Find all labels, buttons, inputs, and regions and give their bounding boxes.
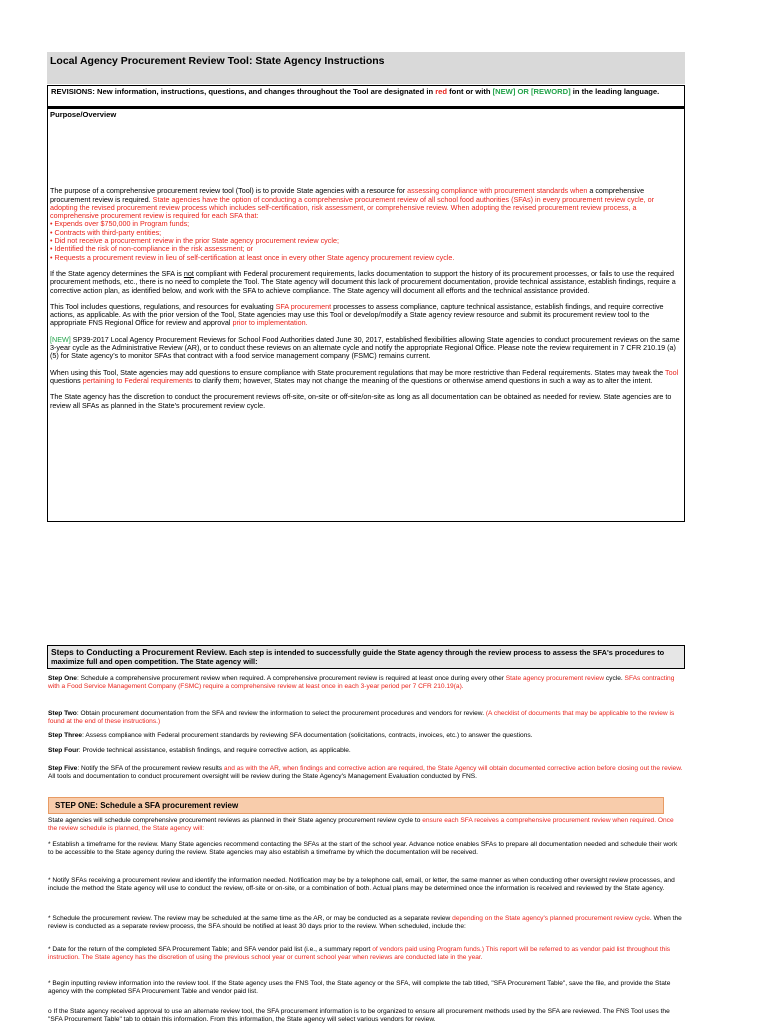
steps-heading: Steps to Conducting a Procurement Review. xyxy=(51,647,228,657)
p4-new-tag: [NEW] xyxy=(50,334,71,344)
step-one-intro xyxy=(48,817,684,832)
bullet-4: • Identified the risk of non-compliance in the risk assessment; or xyxy=(50,244,254,254)
purpose-overview-section xyxy=(47,108,685,522)
tool-paragraph xyxy=(50,303,682,328)
step-one-schedule xyxy=(48,915,684,930)
bullet-2: • Contracts with third-party entities; xyxy=(50,227,162,237)
p4-text: SP39-2017 Local Agency Procurement Reviews for School Food Authorities dated June 30, 2017, established flexibilities allowing State agencies to conduct procurement reviews on the same 3-year cycle as the Administrative Review (AR), or to conduct these reviews on an alternate cycle and notify the appropriate Regional Office. Please note the review requirement in 7 CFR 210.19 (a)(5) for State agency’s to monitor SFAs that contract with a food service management company (FSMC) remains current. xyxy=(50,334,680,361)
step-one-heading-text: STEP ONE: Schedule a SFA procurement review xyxy=(55,801,239,810)
p3-text-a: This Tool includes questions, regulations, and resources for evaluating xyxy=(50,301,276,311)
s1-alternate-text: o If the State agency received approval to use an alternate review tool, the SFA procurement information is to be organized to ensure all procurement methods used by the SFA are reviewed. The FNS Tool uses the "SFA Procurement Table" tab to obtain this information. From this information, the State agency will select various vendors for review. xyxy=(48,1008,670,1023)
purpose-heading: Purpose/Overview xyxy=(50,110,117,119)
title-text: Local Agency Procurement Review Tool: State Agency Instructions xyxy=(50,55,385,67)
step-one-date-return xyxy=(48,946,684,961)
p5-text-b: Tool xyxy=(664,367,679,377)
add-questions-paragraph xyxy=(50,369,682,386)
step-one-alternate-tool xyxy=(48,1008,684,1023)
step-two-label: Step Two xyxy=(48,710,77,717)
revisions-green-tags: [NEW] OR [REWORD] xyxy=(492,87,571,96)
step-three-a: : Assess compliance with Federal procurement standards by reviewing SFA documentation (solicitations, contracts, invoices, etc.) to answer the questions. xyxy=(82,732,533,739)
step-four-a: : Provide technical assistance, establish findings, and require corrective action, as applicable. xyxy=(78,747,351,754)
s1-schedule-a: * Schedule the procurement review. The review may be scheduled at the same time as the AR, or may be conducted as a separate review xyxy=(48,915,453,922)
page-title xyxy=(47,52,685,84)
step-five-a: : Notify the SFA of the procurement review results xyxy=(77,765,224,772)
step-one-a: : Schedule a comprehensive procurement review when required. A comprehensive procurement review is required at least once during every other xyxy=(76,675,506,682)
step-five-c: All tools and documentation to conduct procurement oversight will be review during the State Agency's Management Evaluation conducted by FNS. xyxy=(48,772,477,780)
bullet-1: • Expends over $750,000 in Program funds; xyxy=(50,219,190,229)
s1-timeframe-text: * Establish a timeframe for the review. Many State agencies recommend contacting the SFAs at the start of the school year. Advance notice enables SFAs to prepare all documentation needed and schedule their work to be accessible to the State agency during the review. State agencies may also establish a timeframe by which the documentation will be received. xyxy=(48,841,678,856)
step-one-input-info xyxy=(48,980,684,995)
bullet-5: • Requests a procurement review in lieu of self-certification at least once in every other State agency procurement review cycle. xyxy=(50,252,455,262)
step-one-summary xyxy=(48,675,684,690)
steps-intro xyxy=(47,645,685,669)
step-one-heading xyxy=(48,797,664,814)
p5-text-d: pertaining to Federal requirements xyxy=(82,375,193,385)
step-four-label: Step Four xyxy=(48,747,79,754)
step-one-notify xyxy=(48,877,684,892)
step-five-b: and as with the AR, when findings and corrective action are required, the State Agency will obtain documented corrective action before closing out the review. xyxy=(223,765,683,772)
noncompliance-paragraph xyxy=(50,270,682,295)
p1-text-c: a comprehensive procurement review is required. xyxy=(50,186,645,204)
p3-text-b: SFA procurement xyxy=(275,301,332,311)
purpose-paragraph xyxy=(50,187,682,262)
bullet-3: • Did not receive a procurement review in the prior State agency procurement review cycle; xyxy=(50,236,339,246)
step-one-label: Step One xyxy=(48,675,77,682)
s1-schedule-c: . When the review is conducted as a separate review process, the SFA should be notified at least 30 days prior to the review. When scheduled, include the: xyxy=(48,915,682,930)
p3-text-d: prior to implementation. xyxy=(232,318,308,328)
p5-text-e: to clarify them; however, States may not change the meaning of the questions or otherwise amend questions in such a way as to alter the intent. xyxy=(192,375,653,385)
step-two-a: : Obtain procurement documentation from the SFA and review the information to select the procurement procedures and vendors for review. xyxy=(76,710,486,717)
p2-text-a: If the State agency determines the SFA is xyxy=(50,268,184,278)
step-five-label: Step Five xyxy=(48,765,78,772)
step-one-c: cycle. xyxy=(604,675,625,682)
s1-schedule-b: depending on the State agency's planned procurement review cycle xyxy=(452,915,650,922)
step-one-b: State agency procurement review xyxy=(505,675,605,682)
step-one-timeframe xyxy=(48,841,684,856)
p1-text-d: State agencies have the option of conducting a comprehensive procurement review of all school food authorities (SFAs) in every procurement review cycle, or adopting the revised procurement review process which includes self-certification, risk assessment, or comprehensive review. When adopting the revised procurement review process, a comprehensive procurement review is required for each SFA that: xyxy=(50,194,655,221)
p2-not: not xyxy=(183,268,194,278)
s1-date-b: of vendors paid using Program funds.) This report will be referred to as vendor paid list throughout this instruction. The State agency has the discretion of using the previous school year or current school year when reviews are conducted late in the year. xyxy=(48,946,671,961)
p1-text-a: The purpose of a comprehensive procurement review tool (Tool) is to provide State agencies with a resource for xyxy=(50,186,408,196)
step-four-summary xyxy=(48,747,684,755)
p3-text-c: processes to assess compliance, capture technical assistance, establish findings, and require corrective actions, as applicable. As with the prior version of the Tool, State agencies may use this Tool or develop/modify a State agency review resource and submit its procurement review tool to the appropriate FNS Regional Office for review and approval xyxy=(50,301,664,328)
revisions-mid: font or with xyxy=(447,87,493,96)
p5-text-a: When using this Tool, State agencies may add questions to ensure compliance with State procurement regulations that may be more restrictive than Federal requirements. States may tweak the xyxy=(50,367,665,377)
s1-intro-a: State agencies will schedule comprehensive procurement reviews as planned in their State agency procurement review cycle to xyxy=(48,817,423,824)
p1-text-b: assessing compliance with procurement standards when xyxy=(407,186,588,196)
step-three-summary xyxy=(48,732,684,740)
step-five-summary xyxy=(48,765,684,780)
revisions-red-word: red xyxy=(435,87,448,96)
p5-text-c: questions xyxy=(50,375,83,385)
step-one-d: SFAs contracting with a Food Service Management Company (FSMC) require a comprehensive review at least once in each 3-year period per 7 CFR 210.19(a). xyxy=(48,675,675,690)
step-three-label: Step Three xyxy=(48,732,83,739)
memo-paragraph xyxy=(50,336,682,361)
p2-text-b: compliant with Federal procurement requirements, lacks documentation to support the history of its procurement processes, or fails to use the required procurement methods, etc., there is no need to complete the Tool. The State agency will document this lack of procurement documentation, provide technical assistance, establish findings, require a corrective action plan, as identified below, and work with the SFA to achieve compliance. The State agency will document all efforts and the technical assistance provided. xyxy=(50,268,676,295)
s1-intro-b: ensure each SFA receives a comprehensive procurement review when required. Once the review schedule is planned, the State agency will: xyxy=(48,817,674,832)
discretion-paragraph: The State agency has the discretion to conduct the procurement reviews off-site, on-site or off-site/on-site as long as all documentation can be obtained as needed for review. State agencies are to review all SFAs as planned in the State's procurement review cycle. xyxy=(50,392,672,410)
step-two-b: (A checklist of documents that may be applicable to the review is found at the end of these instructions.) xyxy=(48,710,675,725)
revisions-note xyxy=(47,85,685,108)
step-two-summary xyxy=(48,710,684,725)
steps-intro-text: Each step is intended to successfully guide the State agency through the review process to assess the SFA's procedures to maximize full and open competition. The State agency will: xyxy=(51,648,665,666)
s1-notify-text: * Notify SFAs receiving a procurement review and identify the information needed. Notification may be by a telephone call, email, or letter, the same manner as when conducting other oversight review processes, and include the method the State agency will use to conduct the review, off-site or on-site, or a combination of both. Actual plans may be determined once the information is received and reviewed by the State agency. xyxy=(48,877,675,892)
s1-date-a: * Date for the return of the completed SFA Procurement Table; and SFA vendor paid list (i.e., a summary report xyxy=(48,946,373,953)
revisions-prefix: REVISIONS: New information, instructions, questions, and changes throughout the Tool are designated in xyxy=(51,87,436,96)
revisions-suffix: in the leading language. xyxy=(570,87,660,96)
s1-input-text: * Begin inputting review information into the review tool. If the State agency uses the FNS Tool, the State agency or the SFA, will complete the tab titled, "SFA Procurement Table", save the file, and provide the State agency with the completed SFA Procurement Table and vendor paid list. xyxy=(48,980,671,995)
